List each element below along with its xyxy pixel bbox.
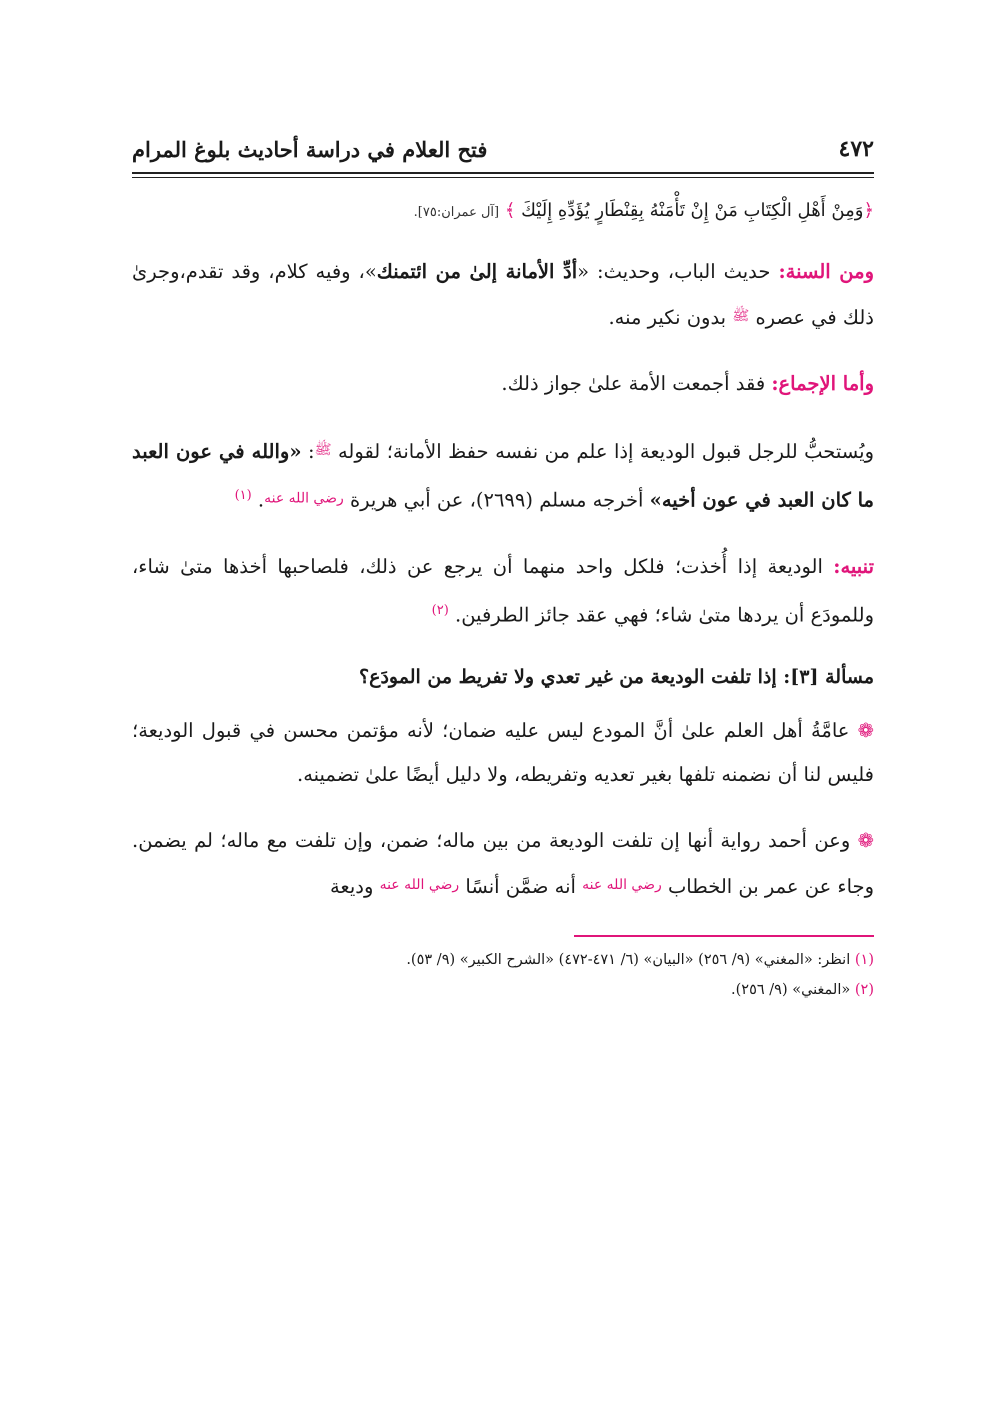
paragraph-mustahabb: ويُستحبُّ للرجل قبول الوديعة إذا علم من نفسه حفظ الأمانة؛ لقوله $^ﷺ$: «والله في عون العبد ما كان العبد في عون أخيه» أخرجه مسلم (٢٦٩٩)، عن أبي هريرة $^{رضي الله عنه}$. $^{(١)}$	[132, 440, 875, 512]
sunnah-text-3: بدون نكير منه.	[608, 306, 727, 329]
verse-open-bracket: ﴿	[863, 200, 874, 221]
verse-close-bracket: ﴾	[504, 200, 516, 221]
sunnah-text-1: حديث الباب، وحديث: «	[577, 260, 771, 283]
page-number: ٤٧٢	[838, 136, 874, 162]
footnote-marker-1: (١)	[234, 488, 252, 503]
mustahabb-text-2: أخرجه مسلم (٢٦٩٩)، عن أبي هريرة	[349, 488, 644, 512]
footnotes	[132, 945, 874, 1005]
quran-verse	[132, 196, 874, 228]
book-page	[132, 128, 874, 1005]
footnote-number: (١)	[854, 952, 874, 968]
verse-text: وَمِنْ أَهْلِ الْكِتَابِ مَنْ إِنْ تَأْمَنْهُ بِقِنْطَارٍ يُؤَدِّهِ إِلَيْكَ	[521, 200, 864, 221]
footnote-marker-2: (٢)	[431, 602, 449, 618]
salawat-icon: ﷺ	[314, 442, 332, 458]
header-rule-thick	[132, 172, 874, 174]
page-header	[132, 128, 874, 162]
footnote-text: انظر: «المغني» (٩/ ٢٥٦) «البيان» (٦/ ٤٧١-٤٧٢) «الشرح الكبير» (٩/ ٥٣).	[406, 952, 851, 968]
footnote-item	[132, 945, 874, 975]
footnote-text: «المغني» (٩/ ٢٥٦).	[731, 982, 851, 998]
ijma-text: فقد أجمعت الأمة علىٰ جواز ذلك.	[501, 372, 766, 395]
tanbih-heading: تنبيه:	[833, 554, 874, 578]
footnote-item	[132, 975, 874, 1005]
question-text: إذا تلفت الوديعة من غير تعدي ولا تفريط من المودَع؟	[359, 666, 777, 688]
radiallahu-icon: رضي الله عنه	[264, 490, 344, 507]
ahmad-text-1: وعن أحمد رواية أنها إن تلفت الوديعة من بين ماله؛ ضمن، وإن تلفت مع ماله؛ لم يضمن. وجاء عن عمر بن الخطاب	[132, 829, 874, 898]
flower-bullet-icon: ❁	[857, 719, 874, 742]
flower-bullet-icon: ❁	[857, 829, 874, 852]
paragraph-tanbih	[132, 545, 874, 638]
mustahabb-text-1: ويُستحبُّ للرجل قبول الوديعة إذا علم من نفسه حفظ الأمانة؛ لقوله	[337, 440, 875, 463]
sunnah-text-2: »، وفيه كلام، وقد تقدم،وجرىٰ ذلك في عصره	[132, 260, 874, 329]
radiallahu-icon: رضي الله عنه	[379, 877, 460, 893]
book-title: فتح العلام في دراسة أحاديث بلوغ المرام	[132, 137, 488, 162]
sunnah-heading: ومن السنة:	[778, 260, 874, 283]
ijma-heading: وأما الإجماع:	[771, 372, 874, 395]
ahmad-text-2: أنه ضمَّن أنسًا	[465, 875, 576, 898]
mustahabb-hadith: «والله في عون العبد ما كان العبد في عون أخيه»	[132, 440, 874, 512]
footnote-number: (٢)	[854, 982, 874, 998]
ahmad-text-3: وديعة	[329, 875, 374, 898]
paragraph-ijma	[132, 362, 874, 406]
paragraph-sunnah	[132, 250, 874, 340]
tanbih-text: الوديعة إذا أُخذت؛ فلكل واحد منهما أن يرجع عن ذلك، فلصاحبها أخذها متىٰ شاء، وللمودَع أن يردها متىٰ شاء؛ فهي عقد جائز الطرفين.	[132, 554, 874, 626]
verse-reference: [آل عمران:٧٥].	[413, 205, 500, 220]
paragraph-majority	[132, 709, 874, 797]
question-label: مسألة [٣]:	[783, 666, 874, 688]
header-rule-thin	[132, 177, 874, 178]
mustahabb-colon: :	[308, 440, 315, 463]
salawat-icon: ﷺ	[732, 308, 750, 324]
paragraph-ahmad	[132, 819, 874, 909]
sunnah-hadith: أدِّ الأمانة إلىٰ من ائتمنك	[376, 260, 578, 283]
radiallahu-icon: رضي الله عنه	[582, 877, 662, 893]
majority-text: عامَّةُ أهل العلم علىٰ أنَّ المودع ليس عليه ضمان؛ لأنه مؤتمن محسن في قبول الوديعة؛ فليس لنا أن نضمنه تلفها بغير تعديه وتفريطه، ولا دليل أيضًا علىٰ تضمينه.	[132, 719, 874, 786]
question-heading	[132, 655, 874, 699]
footnote-divider	[574, 935, 874, 937]
